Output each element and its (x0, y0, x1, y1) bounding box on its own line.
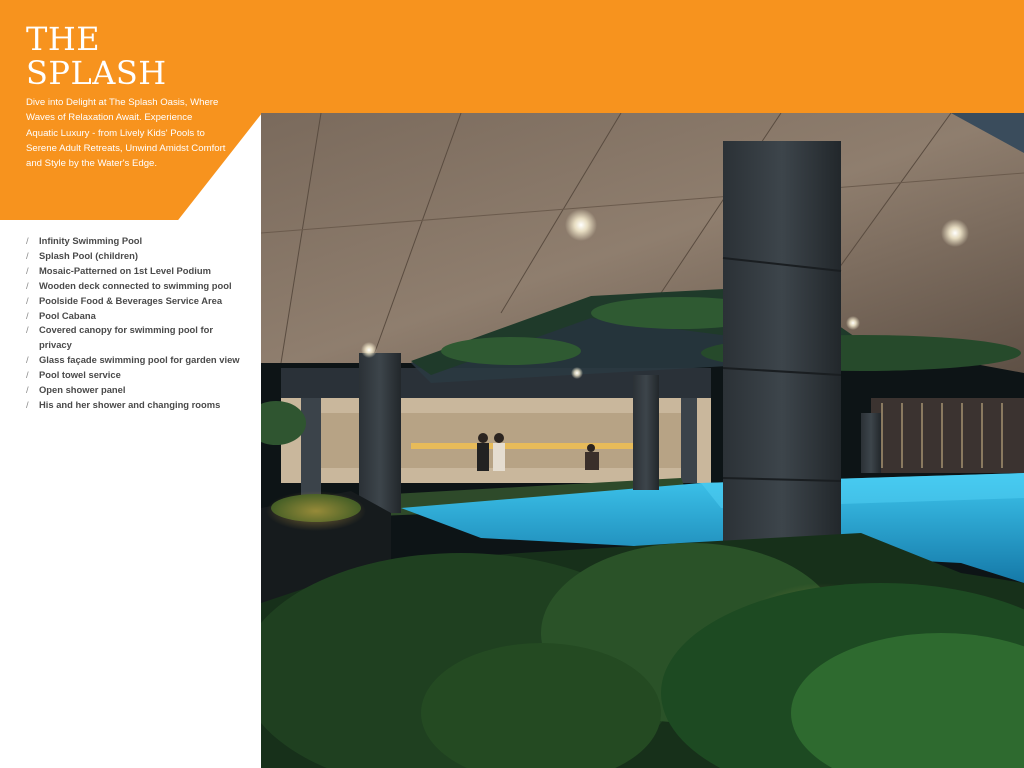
feature-item: / Splash Pool (children) (26, 249, 246, 264)
pool-photo (261, 113, 1024, 768)
ceiling-light (941, 219, 969, 247)
feature-item: / Covered canopy for swimming pool for privacy (26, 323, 246, 353)
feature-list (26, 234, 246, 413)
feature-item: / Open shower panel (26, 383, 246, 398)
pillar (359, 353, 401, 513)
feature-item: / His and her shower and changing rooms (26, 398, 246, 413)
feature-item: / Pool towel service (26, 368, 246, 383)
title-line-2: SPLASH (26, 54, 167, 92)
feature-item: / Mosaic-Patterned on 1st Level Podium (26, 264, 246, 279)
garden-fence (871, 398, 1024, 473)
pillar (861, 413, 881, 473)
intro-text: Dive into Delight at The Splash Oasis, Where Waves of Relaxation Await. Experience Aquatic Luxury - from Lively Kids' Pools to Serene Adult Retreats, Unwind Amidst Comfort and Style by the Water's Edge. (26, 97, 226, 170)
feature-item: / Infinity Swimming Pool (26, 234, 246, 249)
feature-item: / Wooden deck connected to swimming pool (26, 279, 246, 294)
main-pillar (723, 141, 841, 561)
ceiling-light (361, 342, 377, 358)
feature-item: / Pool Cabana (26, 309, 246, 324)
ceiling-light (846, 316, 860, 330)
feature-item: / Poolside Food & Beverages Service Area (26, 294, 246, 309)
title-line-1: THE (26, 20, 101, 58)
ceiling-light (571, 367, 583, 379)
pool-illustration (261, 113, 1024, 768)
ceiling-light (565, 209, 597, 241)
page-title (26, 22, 167, 90)
pillar (633, 375, 659, 490)
foreground-plants (261, 533, 1024, 768)
feature-item: / Glass façade swimming pool for garden view (26, 353, 246, 368)
